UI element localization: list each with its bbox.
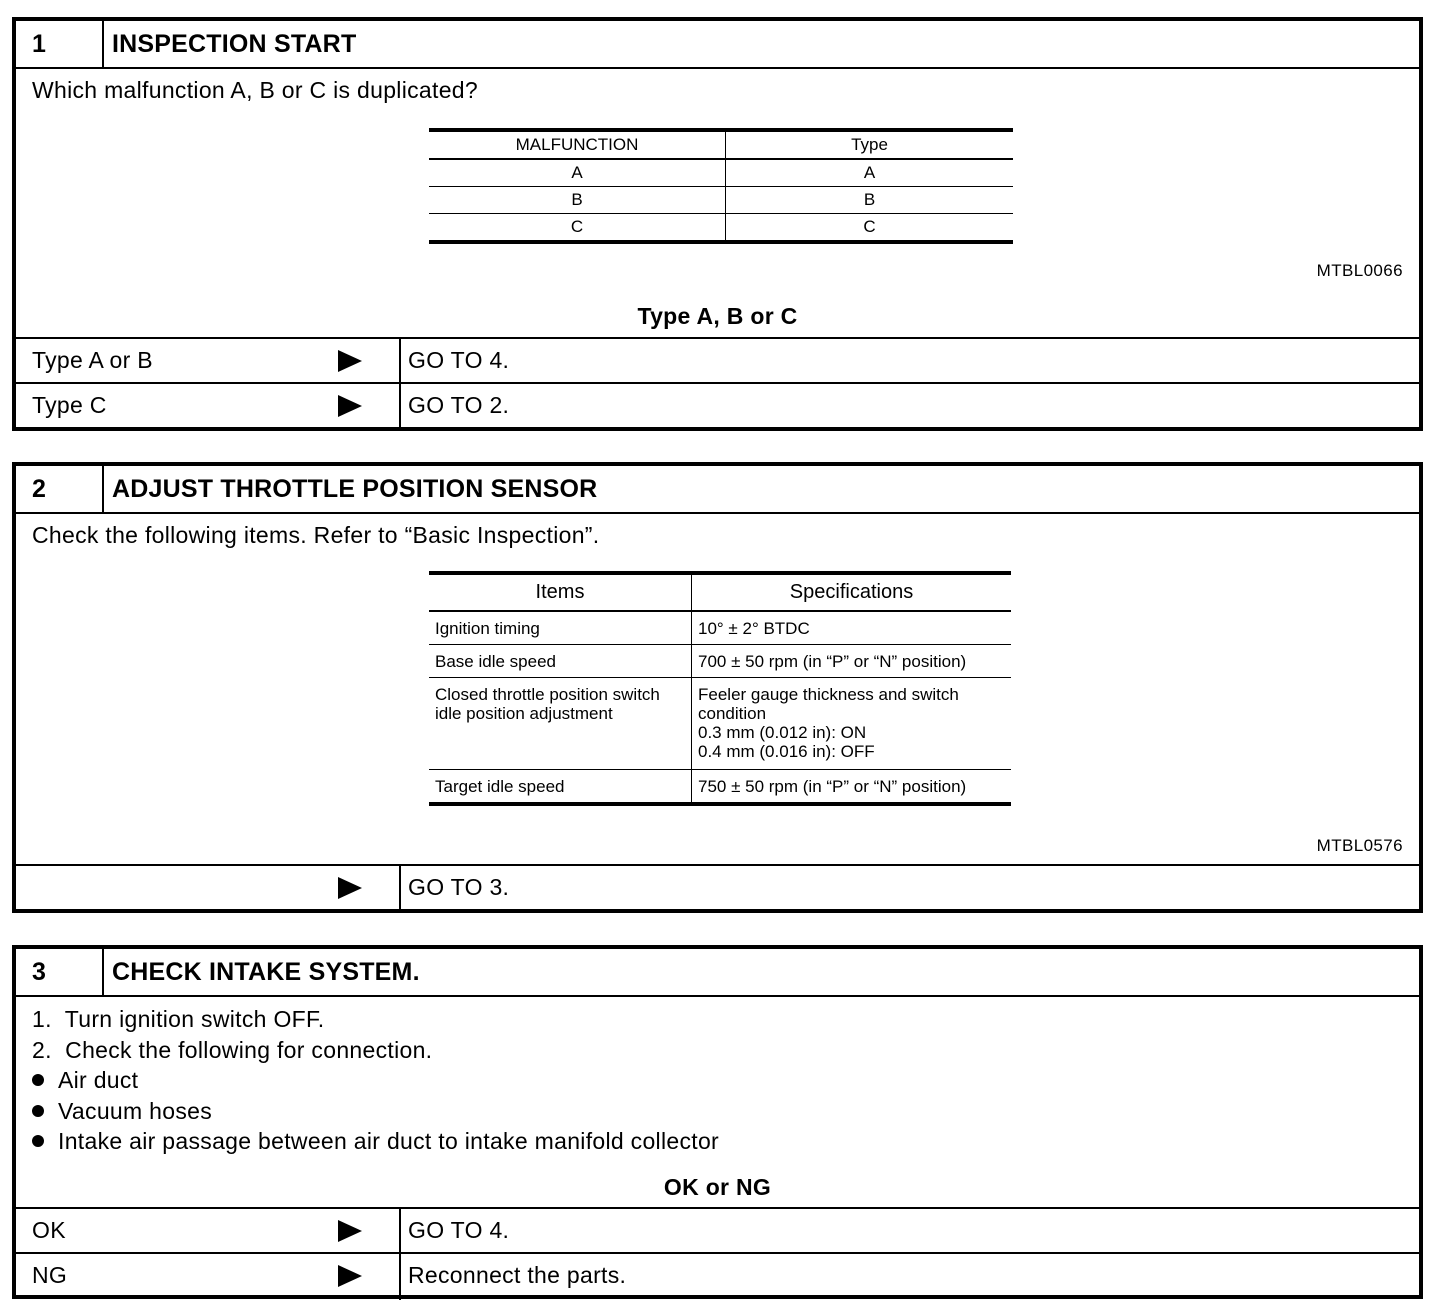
step-3-box	[12, 945, 1423, 1299]
table-row	[429, 159, 1013, 187]
outcome-label: Type C	[32, 392, 107, 418]
step-number: 2	[16, 466, 104, 512]
table-cell: A	[726, 159, 1014, 187]
result-label: OK or NG	[663, 1174, 772, 1200]
specifications-table	[429, 571, 1011, 806]
table-row	[429, 678, 1011, 770]
table-row	[429, 645, 1011, 678]
outcome-label: OK	[32, 1217, 66, 1243]
outcome-row	[16, 337, 1419, 383]
step-question: Which malfunction A, B or C is duplicated?	[32, 77, 478, 103]
outcome-action: GO TO 4.	[408, 347, 510, 373]
table-cell: B	[726, 187, 1014, 214]
outcome-action: GO TO 2.	[408, 392, 510, 418]
outcome-action: GO TO 3.	[408, 874, 510, 900]
spec-line: 0.3 mm (0.012 in): ON	[698, 723, 867, 742]
spec-cell	[692, 678, 1012, 770]
item-cell: Target idle speed	[429, 770, 692, 805]
column-header: MALFUNCTION	[429, 130, 726, 159]
bullet-item: Vacuum hoses	[32, 1098, 212, 1125]
spec-cell: 750 ± 50 rpm (in “P” or “N” position)	[698, 777, 967, 796]
step-title: CHECK INTAKE SYSTEM.	[112, 958, 420, 986]
table-cell: C	[863, 217, 876, 236]
result-label: Type A, B or C	[637, 303, 798, 329]
table-header-row	[429, 573, 1011, 611]
outcome-label: NG	[32, 1262, 68, 1288]
column-header: Type	[726, 130, 1014, 159]
column-header: Specifications	[692, 573, 1012, 611]
table-cell: C	[429, 214, 726, 243]
arrow-right-icon	[338, 1265, 362, 1287]
arrow-right-icon	[338, 877, 362, 899]
outcome-row	[16, 864, 1419, 910]
step-number: 1	[16, 21, 104, 67]
column-header: Items	[429, 573, 692, 611]
spec-line: 0.4 mm (0.016 in): OFF	[698, 742, 875, 761]
table-row	[429, 187, 1013, 214]
spec-line: Feeler gauge thickness and switch condition	[698, 685, 959, 723]
bullet-item: Air duct	[32, 1067, 138, 1094]
table-reference-code: MTBL0576	[1316, 836, 1403, 855]
outcome-action: GO TO 4.	[408, 1217, 510, 1243]
table-cell: A	[429, 159, 726, 187]
spec-cell: 10° ± 2° BTDC	[692, 611, 1012, 645]
step-number: 3	[16, 949, 104, 995]
step-title: ADJUST THROTTLE POSITION SENSOR	[112, 475, 598, 503]
malfunction-table	[429, 128, 1013, 244]
item-cell: Closed throttle position switch idle position adjustment	[429, 678, 692, 770]
outcome-label: Type A or B	[32, 347, 153, 373]
item-cell: Base idle speed	[429, 645, 692, 678]
arrow-right-icon	[338, 1220, 362, 1242]
step-1-box	[12, 17, 1423, 431]
step-1-header	[16, 21, 1419, 69]
table-row	[429, 770, 1011, 805]
step-2-header	[16, 466, 1419, 514]
table-reference-code: MTBL0066	[1316, 261, 1403, 280]
numbered-step: 2. Check the following for connection.	[32, 1037, 433, 1063]
step-title: INSPECTION START	[112, 30, 357, 58]
step-3-header	[16, 949, 1419, 997]
spec-cell: 700 ± 50 rpm (in “P” or “N” position)	[692, 645, 1012, 678]
outcome-row	[16, 1252, 1419, 1298]
arrow-right-icon	[338, 350, 362, 372]
bullet-icon	[32, 1135, 44, 1147]
step-2-box	[12, 462, 1423, 913]
outcome-row	[16, 1207, 1419, 1253]
table-row	[429, 214, 1013, 243]
outcome-row	[16, 382, 1419, 428]
bullet-icon	[32, 1105, 44, 1117]
bullet-icon	[32, 1074, 44, 1086]
item-cell: Ignition timing	[429, 611, 692, 645]
table-row	[429, 611, 1011, 645]
bullet-item: Intake air passage between air duct to intake manifold collector	[32, 1128, 719, 1155]
outcome-action: Reconnect the parts.	[408, 1262, 627, 1288]
table-cell: B	[429, 187, 726, 214]
numbered-step: 1. Turn ignition switch OFF.	[32, 1006, 325, 1032]
table-header-row	[429, 130, 1013, 159]
step-instruction: Check the following items. Refer to “Basic Inspection”.	[32, 522, 600, 548]
arrow-right-icon	[338, 395, 362, 417]
